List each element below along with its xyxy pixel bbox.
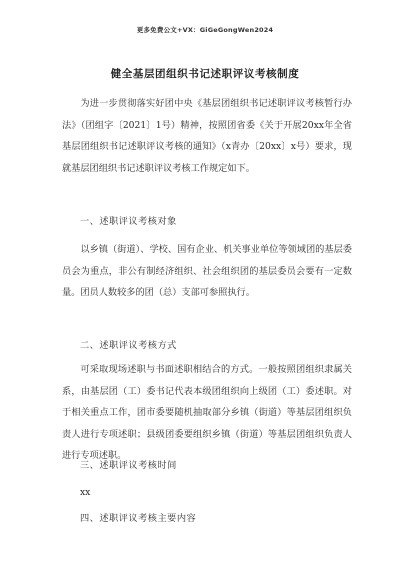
intro-paragraph: 为进一步贯彻落实好团中央《基层团组织书记述职评议考核暂行办法》（团组字〔2021〕1号）精神，按照团省委《关于开展20xx年全省基层团组织书记述职评议考核的通知》（x青办〔20xx〕x号）要求，现就基层团组织书记述职评议考核工作规定如下。 [62,98,352,174]
section-body-1: 以乡镇（街道）、学校、国有企业、机关事业单位等领域团的基层委员会为重点，非公有制经济组织、社会组织团的基层委员会要有一定数量。团员人数较多的团（总）支部可参照执行。 [62,244,352,298]
header-note: 更多免费公文+VX：GiGeGongWen2024 [136,26,274,34]
section-heading-3: 三、述职评议考核时间 [80,460,177,471]
section-body-2: 可采取现场述职与书面述职相结合的方式。一般按照团组织隶属关系，由基层团（工）委书记代表本级团组织向上级团（工）委述职。对于相关重点工作，团市委要随机抽取部分乡镇（街道）等基层团组织负责人进行专项述职；县级团委要组织乡镇（街道）等基层团组织负责人进行专项述职。 [62,364,352,461]
section-heading-1: 一、述职评议考核对象 [80,216,177,227]
section-heading-4: 四、述职评议考核主要内容 [80,513,197,524]
document-title: 健全基层团组织书记述职评议考核制度 [110,68,300,80]
section-body-3: xx [80,487,91,498]
section-heading-2: 二、述职评议考核方式 [80,340,177,351]
